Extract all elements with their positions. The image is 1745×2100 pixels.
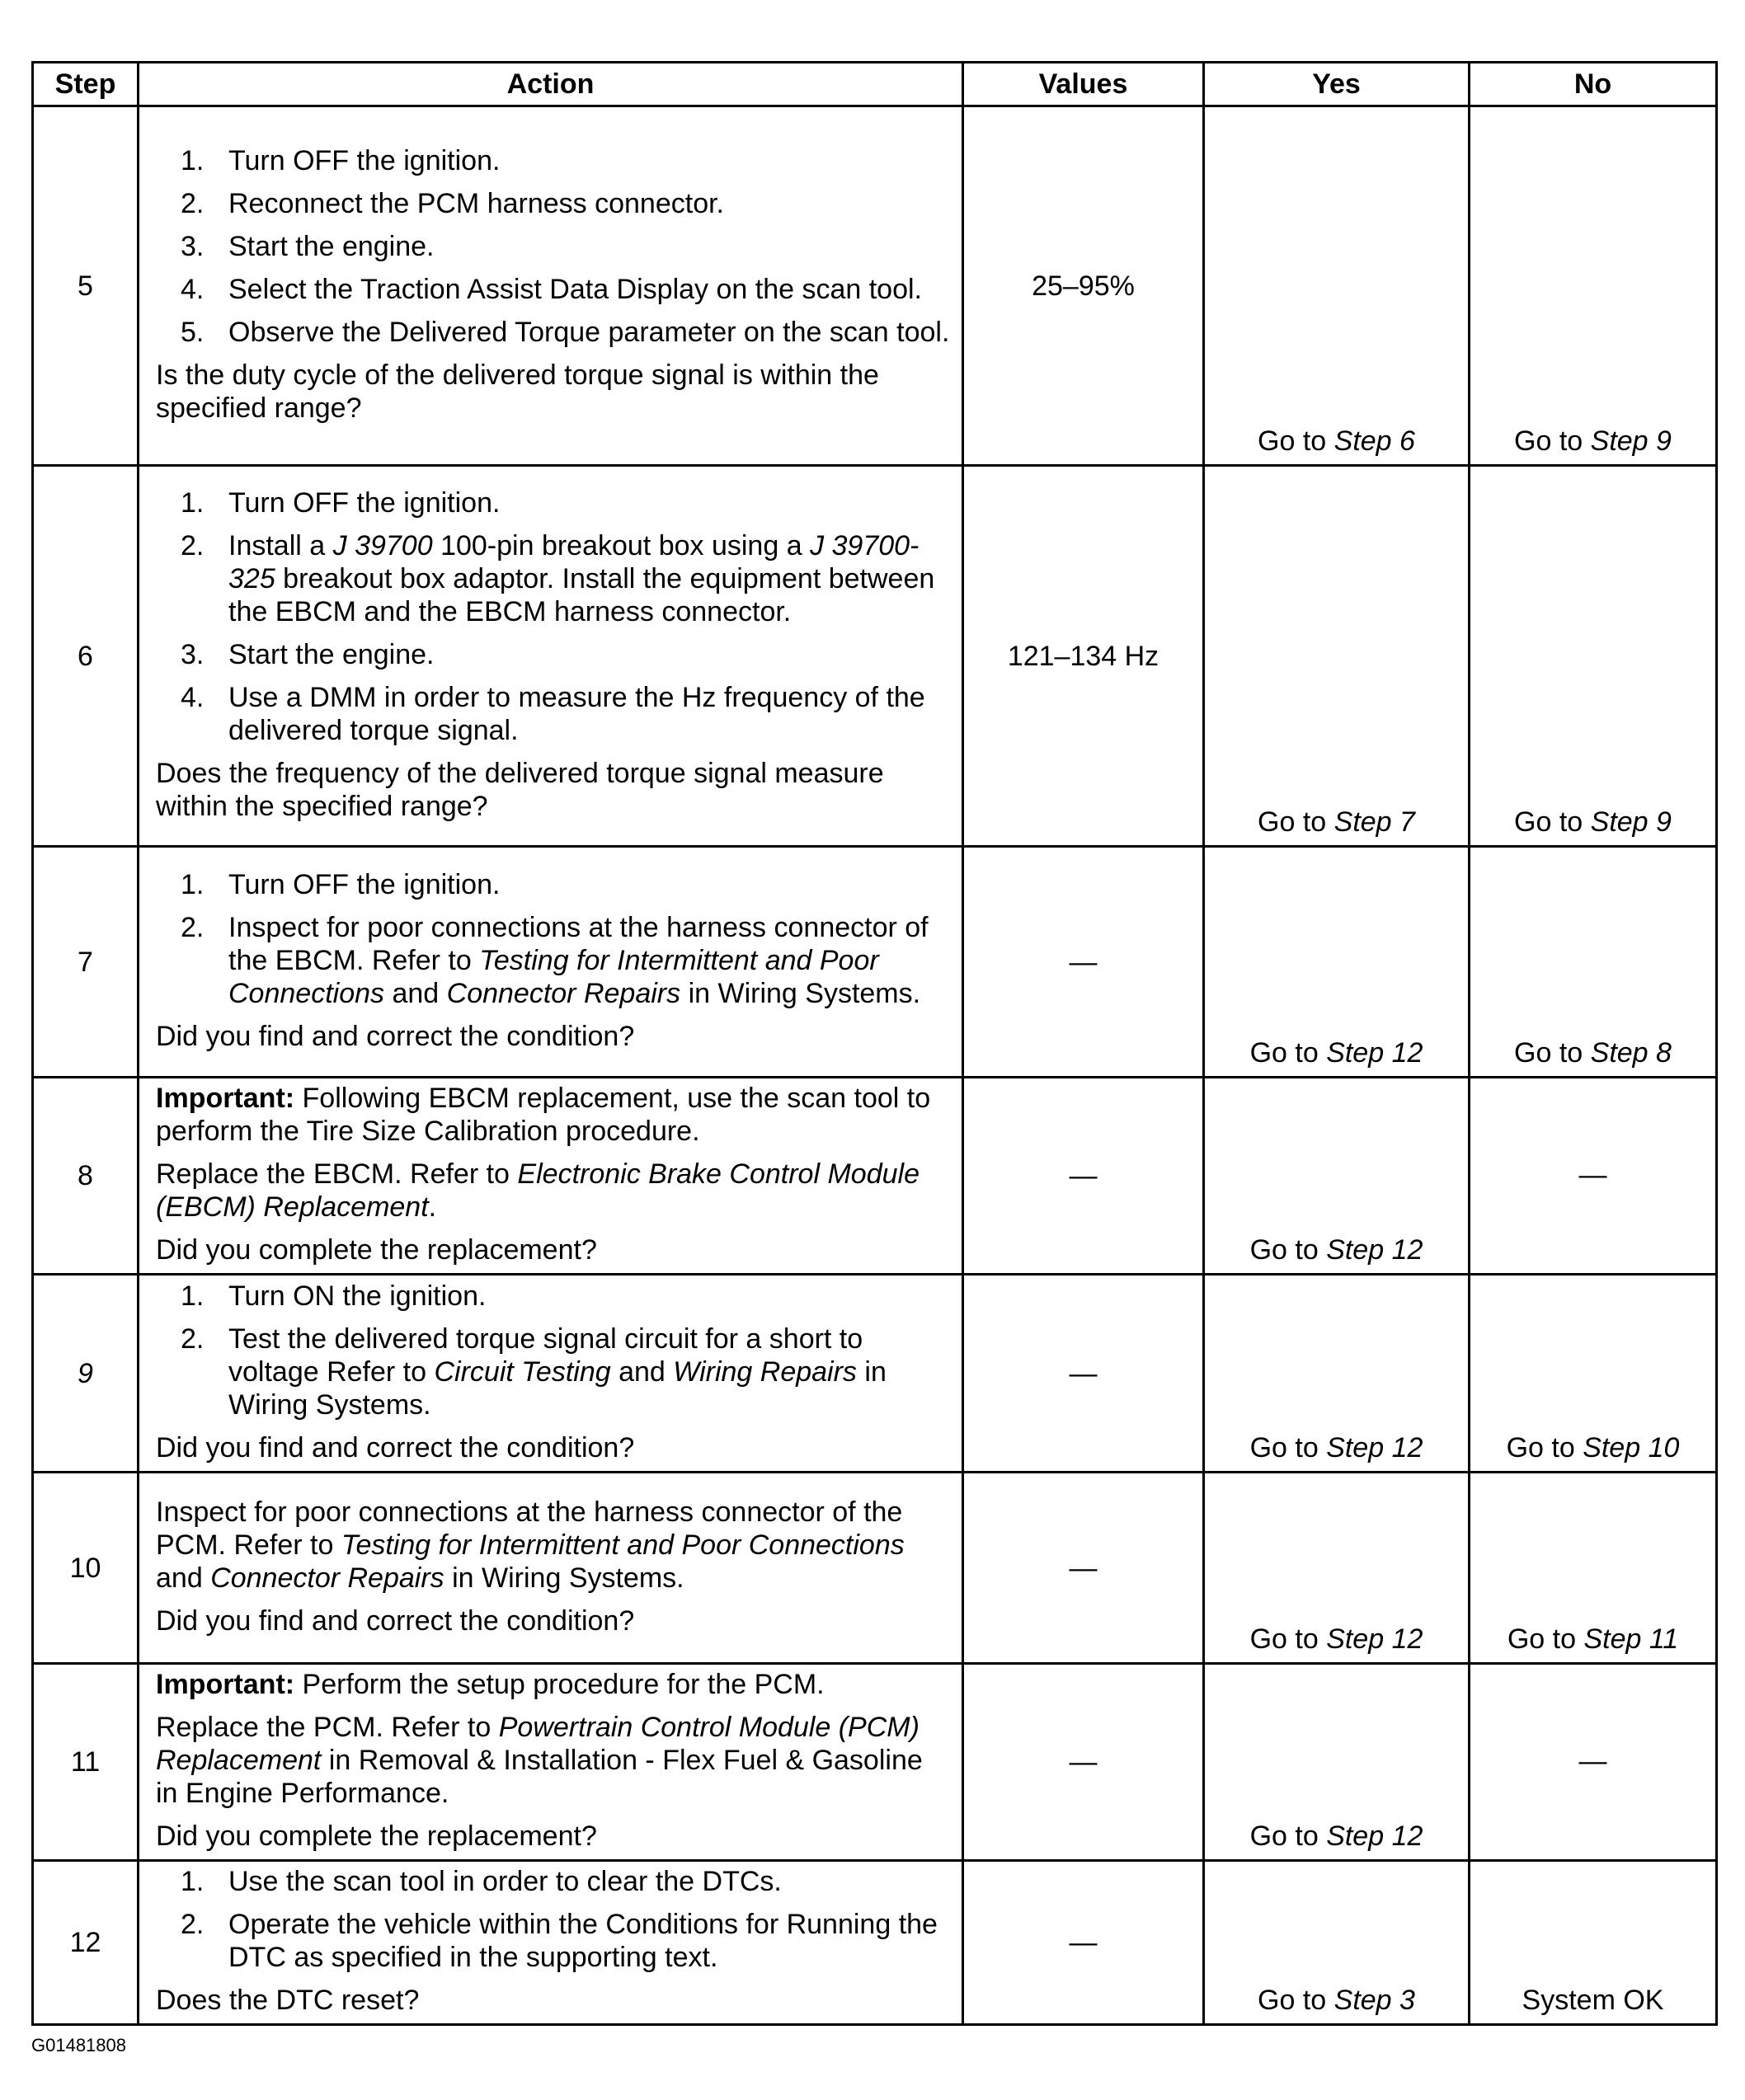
reference-text: Circuit Testing (434, 1355, 611, 1388)
diagnostic-table-container (31, 61, 1715, 2026)
table-row (33, 106, 1717, 466)
reference-text: Testing for Intermittent and Poor Connections (341, 1529, 905, 1561)
header-no: No (1470, 63, 1717, 106)
action-question: Did you complete the replacement? (156, 1234, 597, 1266)
table-row (33, 1664, 1717, 1861)
reference-text: Step 7 (1333, 806, 1415, 838)
text-run: System OK (1522, 1985, 1664, 2016)
table-row (33, 1861, 1717, 2025)
reference-text: Step 10 (1583, 1432, 1680, 1463)
text-run: Inspect for poor connections at the harness connector of the EBCM. Refer to (228, 911, 929, 976)
value-text: — (1069, 1357, 1098, 1389)
action-step-number: 1. (181, 1866, 205, 1897)
yes-cell (1204, 1078, 1470, 1275)
action-step-text (228, 1866, 782, 1897)
text-run: Go to (1507, 1623, 1584, 1655)
action-step-number: 2. (181, 1909, 205, 1940)
text-run: Turn OFF the ignition. (228, 868, 501, 900)
text-run: in Wiring Systems. (228, 1355, 887, 1421)
action-step-text (228, 1280, 486, 1312)
table-row (33, 1275, 1717, 1473)
action-step-text (228, 487, 500, 519)
action-steps-list (156, 486, 950, 747)
text-run: breakout box adaptor. Install the equipment between the EBCM and the EBCM harness connector. (228, 562, 935, 627)
yes-cell (1204, 1275, 1470, 1473)
text-run: Go to (1258, 806, 1334, 838)
step-number: 8 (33, 1078, 139, 1275)
action-step-item (156, 230, 950, 263)
action-step-item (156, 1865, 950, 1898)
action-step-item (156, 911, 950, 1010)
table-body (33, 106, 1717, 2025)
reference-text: Step 11 (1583, 1623, 1679, 1655)
table-row (33, 847, 1717, 1078)
text-run: Select the Traction Assist Data Display on the scan tool. (228, 273, 922, 305)
action-step-item (156, 529, 950, 628)
text-run: Observe the Delivered Torque parameter on the scan tool. (228, 316, 950, 348)
reference-text: Step 9 (1590, 425, 1672, 457)
text-run: Following EBCM replacement, use the scan tool to perform the Tire Size Calibration procedure. (156, 1083, 931, 1147)
action-paragraph (156, 1158, 950, 1224)
text-run: . (428, 1191, 437, 1223)
reference-text: Step 12 (1326, 1234, 1423, 1266)
value-text: — (1069, 1160, 1098, 1191)
reference-text: Electronic Brake Control Module (EBCM) Replacement (156, 1158, 920, 1223)
text-run: and (384, 977, 447, 1009)
text-run: Operate the vehicle within the Conditions for Running the DTC as specified in the supporting text. (228, 1909, 938, 1973)
value-text: — (1069, 1552, 1098, 1584)
header-values: Values (963, 63, 1204, 106)
text-run: Replace the PCM. Refer to (156, 1712, 499, 1743)
value-cell (963, 1078, 1204, 1275)
text-run: and (156, 1562, 211, 1594)
text-run: Use a DMM in order to measure the Hz frequency of the delivered torque signal. (228, 681, 925, 746)
no-cell (1470, 1275, 1717, 1473)
important-label: Important: (156, 1083, 295, 1114)
action-step-number: 1. (181, 868, 205, 900)
no-cell (1470, 106, 1717, 466)
step-number: 11 (33, 1664, 139, 1861)
action-step-item (156, 486, 950, 519)
text-run: Reconnect the PCM harness connector. (228, 187, 724, 219)
value-text: — (1069, 1746, 1098, 1778)
text-run: Turn OFF the ignition. (228, 486, 501, 519)
action-question: Did you find and correct the condition? (156, 1020, 635, 1052)
action-cell (139, 847, 963, 1078)
action-paragraph (156, 1668, 950, 1701)
action-step-number: 1. (181, 144, 205, 176)
value-cell (963, 1861, 1204, 2025)
text-run: in Removal & Installation - Flex Fuel & Gasoline in Engine Performance. (156, 1745, 923, 1809)
text-run: Go to (1249, 1820, 1327, 1852)
action-step-item (156, 273, 950, 306)
action-cell (139, 106, 963, 466)
action-paragraph (156, 1082, 950, 1148)
text-run: Go to (1249, 1432, 1327, 1463)
text-run: Go to (1249, 1037, 1327, 1069)
action-paragraph (156, 1496, 950, 1595)
reference-text: Step 8 (1590, 1037, 1672, 1069)
action-step-number: 2. (181, 1322, 205, 1355)
step-number: 9 (33, 1275, 139, 1473)
value-text: 25–95% (1032, 270, 1135, 302)
text-run: in Wiring Systems. (680, 977, 921, 1009)
action-cell (139, 1473, 963, 1664)
text-run: in Wiring Systems. (444, 1562, 684, 1594)
value-text: 121–134 Hz (1007, 640, 1159, 672)
no-cell (1470, 1078, 1717, 1275)
reference-text: Step 12 (1326, 1037, 1423, 1069)
action-cell (139, 1664, 963, 1861)
text-run: Go to (1249, 1234, 1327, 1266)
reference-text: J 39700-325 (228, 529, 920, 594)
important-label: Important: (156, 1669, 295, 1700)
no-cell (1470, 1861, 1717, 2025)
text-run: Replace the EBCM. Refer to (156, 1158, 518, 1190)
table-header-row (33, 63, 1717, 106)
reference-text: Connector Repairs (210, 1562, 444, 1594)
action-step-item (156, 1908, 950, 1974)
text-run: 100-pin breakout box using a (432, 529, 811, 561)
yes-cell (1204, 1473, 1470, 1664)
table-row (33, 1473, 1717, 1664)
action-step-number: 2. (181, 911, 205, 943)
value-text: — (1069, 946, 1098, 978)
no-cell (1470, 1473, 1717, 1664)
figure-id: G01481808 (31, 2035, 126, 2055)
action-step-item (156, 638, 950, 671)
value-cell (963, 1275, 1204, 1473)
action-step-text (228, 231, 435, 262)
action-step-number: 5. (181, 316, 205, 348)
no-cell (1470, 847, 1717, 1078)
action-cell (139, 1275, 963, 1473)
text-run: Go to (1258, 425, 1334, 457)
action-step-item (156, 187, 950, 220)
value-cell (963, 466, 1204, 847)
action-step-item (156, 316, 950, 349)
action-cell (139, 1078, 963, 1275)
action-step-text (228, 1323, 887, 1421)
yes-cell (1204, 1664, 1470, 1861)
reference-text: Step 12 (1326, 1623, 1423, 1655)
value-text: — (1069, 1927, 1098, 1958)
action-cell (139, 466, 963, 847)
action-step-item (156, 144, 950, 177)
step-number: 5 (33, 106, 139, 466)
action-step-number: 4. (181, 273, 205, 305)
value-cell (963, 1473, 1204, 1664)
action-step-number: 1. (181, 486, 205, 519)
text-run: — (1578, 1745, 1607, 1777)
table-row (33, 466, 1717, 847)
yes-cell (1204, 1861, 1470, 2025)
action-question: Does the DTC reset? (156, 1985, 420, 2016)
text-run: Test the delivered torque signal circuit for a short to voltage Refer to (228, 1322, 863, 1388)
action-step-number: 2. (181, 529, 205, 561)
action-step-item (156, 1280, 950, 1313)
action-step-text (228, 317, 949, 348)
action-cell (139, 1861, 963, 2025)
action-step-number: 1. (181, 1280, 205, 1312)
action-steps-list (156, 868, 950, 1010)
header-action: Action (139, 63, 963, 106)
action-question: Is the duty cycle of the delivered torque signal is within the specified range? (156, 359, 879, 424)
action-step-number: 4. (181, 681, 205, 713)
value-cell (963, 1664, 1204, 1861)
text-run: Go to (1258, 1985, 1334, 2016)
action-paragraph (156, 1711, 950, 1810)
action-step-text (228, 1909, 938, 1973)
step-number: 10 (33, 1473, 139, 1664)
text-run: Perform the setup procedure for the PCM. (294, 1669, 825, 1700)
text-run: Inspect for poor connections at the harness connector of the PCM. Refer to (156, 1496, 903, 1561)
text-run: — (1578, 1159, 1607, 1191)
action-step-text (228, 145, 500, 176)
value-cell (963, 106, 1204, 466)
action-step-text (228, 912, 929, 1009)
action-step-number: 2. (181, 187, 205, 219)
yes-cell (1204, 466, 1470, 847)
action-step-item (156, 1322, 950, 1421)
action-step-text (228, 530, 934, 627)
action-step-item (156, 681, 950, 747)
action-step-text (228, 274, 922, 305)
action-question: Did you find and correct the condition? (156, 1431, 635, 1463)
table-row (33, 1078, 1717, 1275)
text-run: Go to (1514, 425, 1591, 457)
reference-text: Connector Repairs (446, 977, 681, 1009)
reference-text: Testing for Intermittent and Poor Connections (228, 944, 879, 1009)
text-run: Go to (1249, 1623, 1327, 1655)
value-cell (963, 847, 1204, 1078)
action-question: Does the frequency of the delivered torque signal measure within the specified range? (156, 757, 884, 822)
text-run: Turn OFF the ignition. (228, 144, 501, 176)
text-run: Go to (1514, 806, 1591, 838)
action-step-item (156, 868, 950, 901)
action-step-text (228, 682, 925, 746)
text-run: Install a (228, 529, 333, 561)
text-run: Use the scan tool in order to clear the DTCs. (228, 1866, 782, 1897)
reference-text: Step 6 (1333, 425, 1415, 457)
text-run: Turn ON the ignition. (228, 1280, 487, 1312)
text-run: and (610, 1355, 674, 1388)
step-number: 7 (33, 847, 139, 1078)
step-number: 6 (33, 466, 139, 847)
text-run: Go to (1514, 1037, 1591, 1069)
step-number: 12 (33, 1861, 139, 2025)
yes-cell (1204, 847, 1470, 1078)
no-cell (1470, 1664, 1717, 1861)
action-step-text (228, 639, 435, 670)
action-step-number: 3. (181, 638, 205, 670)
diagnostic-steps-table (31, 61, 1718, 2026)
action-steps-list (156, 1865, 950, 1974)
header-step: Step (33, 63, 139, 106)
action-steps-list (156, 144, 950, 349)
action-question: Did you complete the replacement? (156, 1820, 597, 1852)
text-run: Go to (1506, 1432, 1583, 1463)
header-yes: Yes (1204, 63, 1470, 106)
action-step-number: 3. (181, 230, 205, 262)
no-cell (1470, 466, 1717, 847)
reference-text: Step 12 (1326, 1432, 1423, 1463)
text-run: Start the engine. (228, 230, 435, 262)
action-steps-list (156, 1280, 950, 1421)
action-step-text (228, 869, 500, 900)
yes-cell (1204, 106, 1470, 466)
action-step-text (228, 188, 724, 219)
reference-text: Step 3 (1333, 1985, 1415, 2016)
reference-text: Step 12 (1326, 1820, 1423, 1852)
reference-text: J 39700 (332, 529, 433, 561)
reference-text: Step 9 (1590, 806, 1672, 838)
action-question: Did you find and correct the condition? (156, 1604, 635, 1637)
reference-text: Powertrain Control Module (PCM) Replacement (156, 1712, 920, 1776)
reference-text: Wiring Repairs (673, 1355, 857, 1388)
text-run: Start the engine. (228, 638, 435, 670)
